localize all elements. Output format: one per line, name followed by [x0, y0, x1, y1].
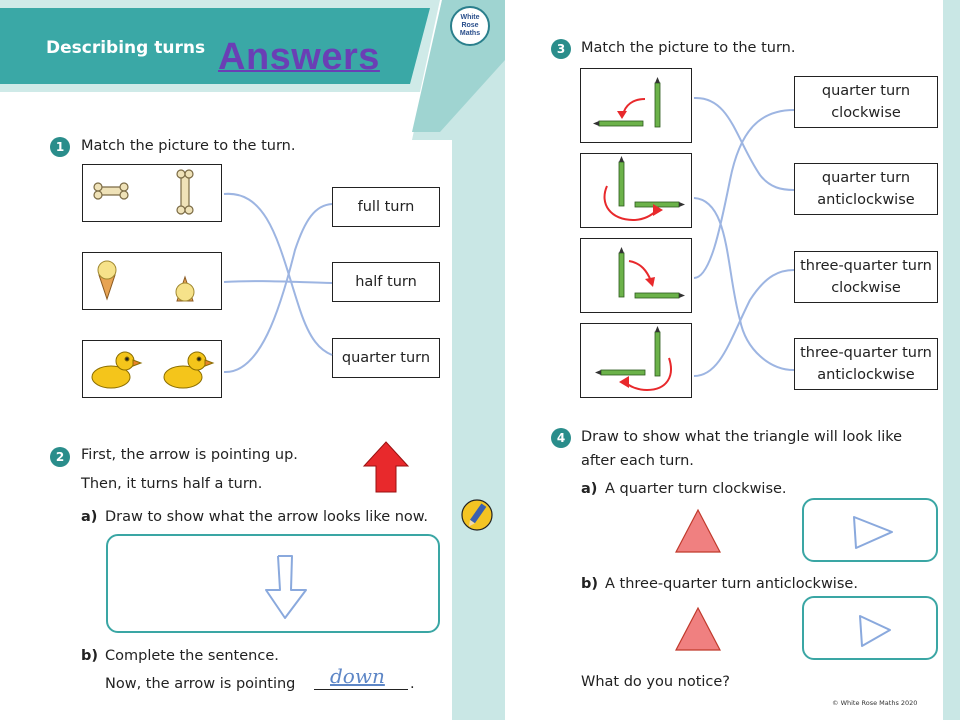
q3-label-3-line-1: three-quarter turn	[800, 258, 932, 274]
q2b-text: Complete the sentence.	[105, 648, 279, 664]
copyright-footer: © White Rose Maths 2020	[832, 699, 918, 707]
q3-picture-3	[580, 238, 692, 313]
picture-box-ice-creams	[82, 252, 222, 310]
brand-logo	[450, 6, 490, 46]
q2b-letter: b)	[81, 648, 99, 664]
pencil-turn-icon	[581, 324, 691, 397]
q2a-letter: a)	[81, 509, 98, 525]
q3-label-2-line-1: quarter turn	[821, 170, 911, 186]
answers-label: Answers	[218, 36, 380, 78]
q4-line-2: after each turn.	[581, 453, 694, 469]
q4b-letter: b)	[581, 576, 599, 592]
triangle-drawing-b	[854, 612, 894, 650]
duck-icon	[83, 341, 221, 397]
q2-line-2: Then, it turns half a turn.	[81, 476, 263, 492]
q4a-text: A quarter turn clockwise.	[605, 481, 787, 497]
q2-line-1: First, the arrow is pointing up.	[81, 447, 298, 463]
q4-line-1: Draw to show what the triangle will look like	[581, 429, 903, 445]
q2b-answer-line	[314, 689, 408, 690]
pencil-icon	[460, 498, 494, 532]
q3-picture-4	[580, 323, 692, 398]
picture-box-bones	[82, 164, 222, 222]
ice-cream-icon	[83, 253, 221, 309]
question-number-3: 3	[551, 39, 571, 59]
q4a-drawing-box	[802, 498, 938, 562]
triangle-shape-a	[674, 508, 722, 554]
logo-line-1: White	[460, 14, 480, 21]
q3-label-4-line-1: three-quarter turn	[800, 345, 932, 361]
pencil-turn-icon	[581, 239, 691, 312]
q1-label-full-turn: full turn	[332, 187, 440, 227]
logo-line-3: Maths	[459, 30, 481, 37]
q2a-drawing-box	[106, 534, 440, 633]
q3-label-3	[794, 251, 938, 303]
q3-label-4	[794, 338, 938, 390]
question-number-4: 4	[551, 428, 571, 448]
q1-matching-lines	[220, 160, 335, 405]
bone-icon	[83, 165, 221, 221]
q1-prompt: Match the picture to the turn.	[81, 138, 296, 154]
q3-label-2-line-2: anticlockwise	[817, 192, 915, 208]
q3-label-1-line-2: clockwise	[831, 105, 901, 121]
red-up-arrow-icon	[362, 440, 410, 494]
picture-box-ducks	[82, 340, 222, 398]
q3-label-1-line-1: quarter turn	[821, 83, 911, 99]
down-arrow-drawing	[258, 552, 314, 622]
q2b-sentence-end: .	[410, 676, 415, 692]
q2b-sentence-start: Now, the arrow is pointing	[105, 676, 296, 692]
page-title: Describing turns	[46, 38, 206, 58]
q1-label-quarter-turn: quarter turn	[332, 338, 440, 378]
q3-label-3-line-2: clockwise	[831, 280, 901, 296]
q2a-text: Draw to show what the arrow looks like now.	[105, 509, 428, 525]
pencil-turn-icon	[581, 154, 691, 227]
q3-label-4-line-2: anticlockwise	[817, 367, 915, 383]
question-number-1: 1	[50, 137, 70, 157]
q4a-letter: a)	[581, 481, 598, 497]
q3-picture-2	[580, 153, 692, 228]
q4-notice-question: What do you notice?	[581, 674, 731, 690]
q3-picture-1	[580, 68, 692, 143]
q2b-answer: down	[330, 664, 385, 688]
question-number-2: 2	[50, 447, 70, 467]
triangle-shape-b	[674, 606, 722, 652]
q3-label-2	[794, 163, 938, 215]
q3-label-1	[794, 76, 938, 128]
q3-prompt: Match the picture to the turn.	[581, 40, 796, 56]
logo-line-2: Rose	[461, 22, 479, 29]
pencil-turn-icon	[581, 69, 691, 142]
right-edge-strip	[943, 0, 960, 720]
q4b-text: A three-quarter turn anticlockwise.	[605, 576, 858, 592]
q3-matching-lines	[690, 70, 798, 400]
q4b-drawing-box	[802, 596, 938, 660]
q1-label-half-turn: half turn	[332, 262, 440, 302]
triangle-drawing-a	[850, 514, 896, 552]
